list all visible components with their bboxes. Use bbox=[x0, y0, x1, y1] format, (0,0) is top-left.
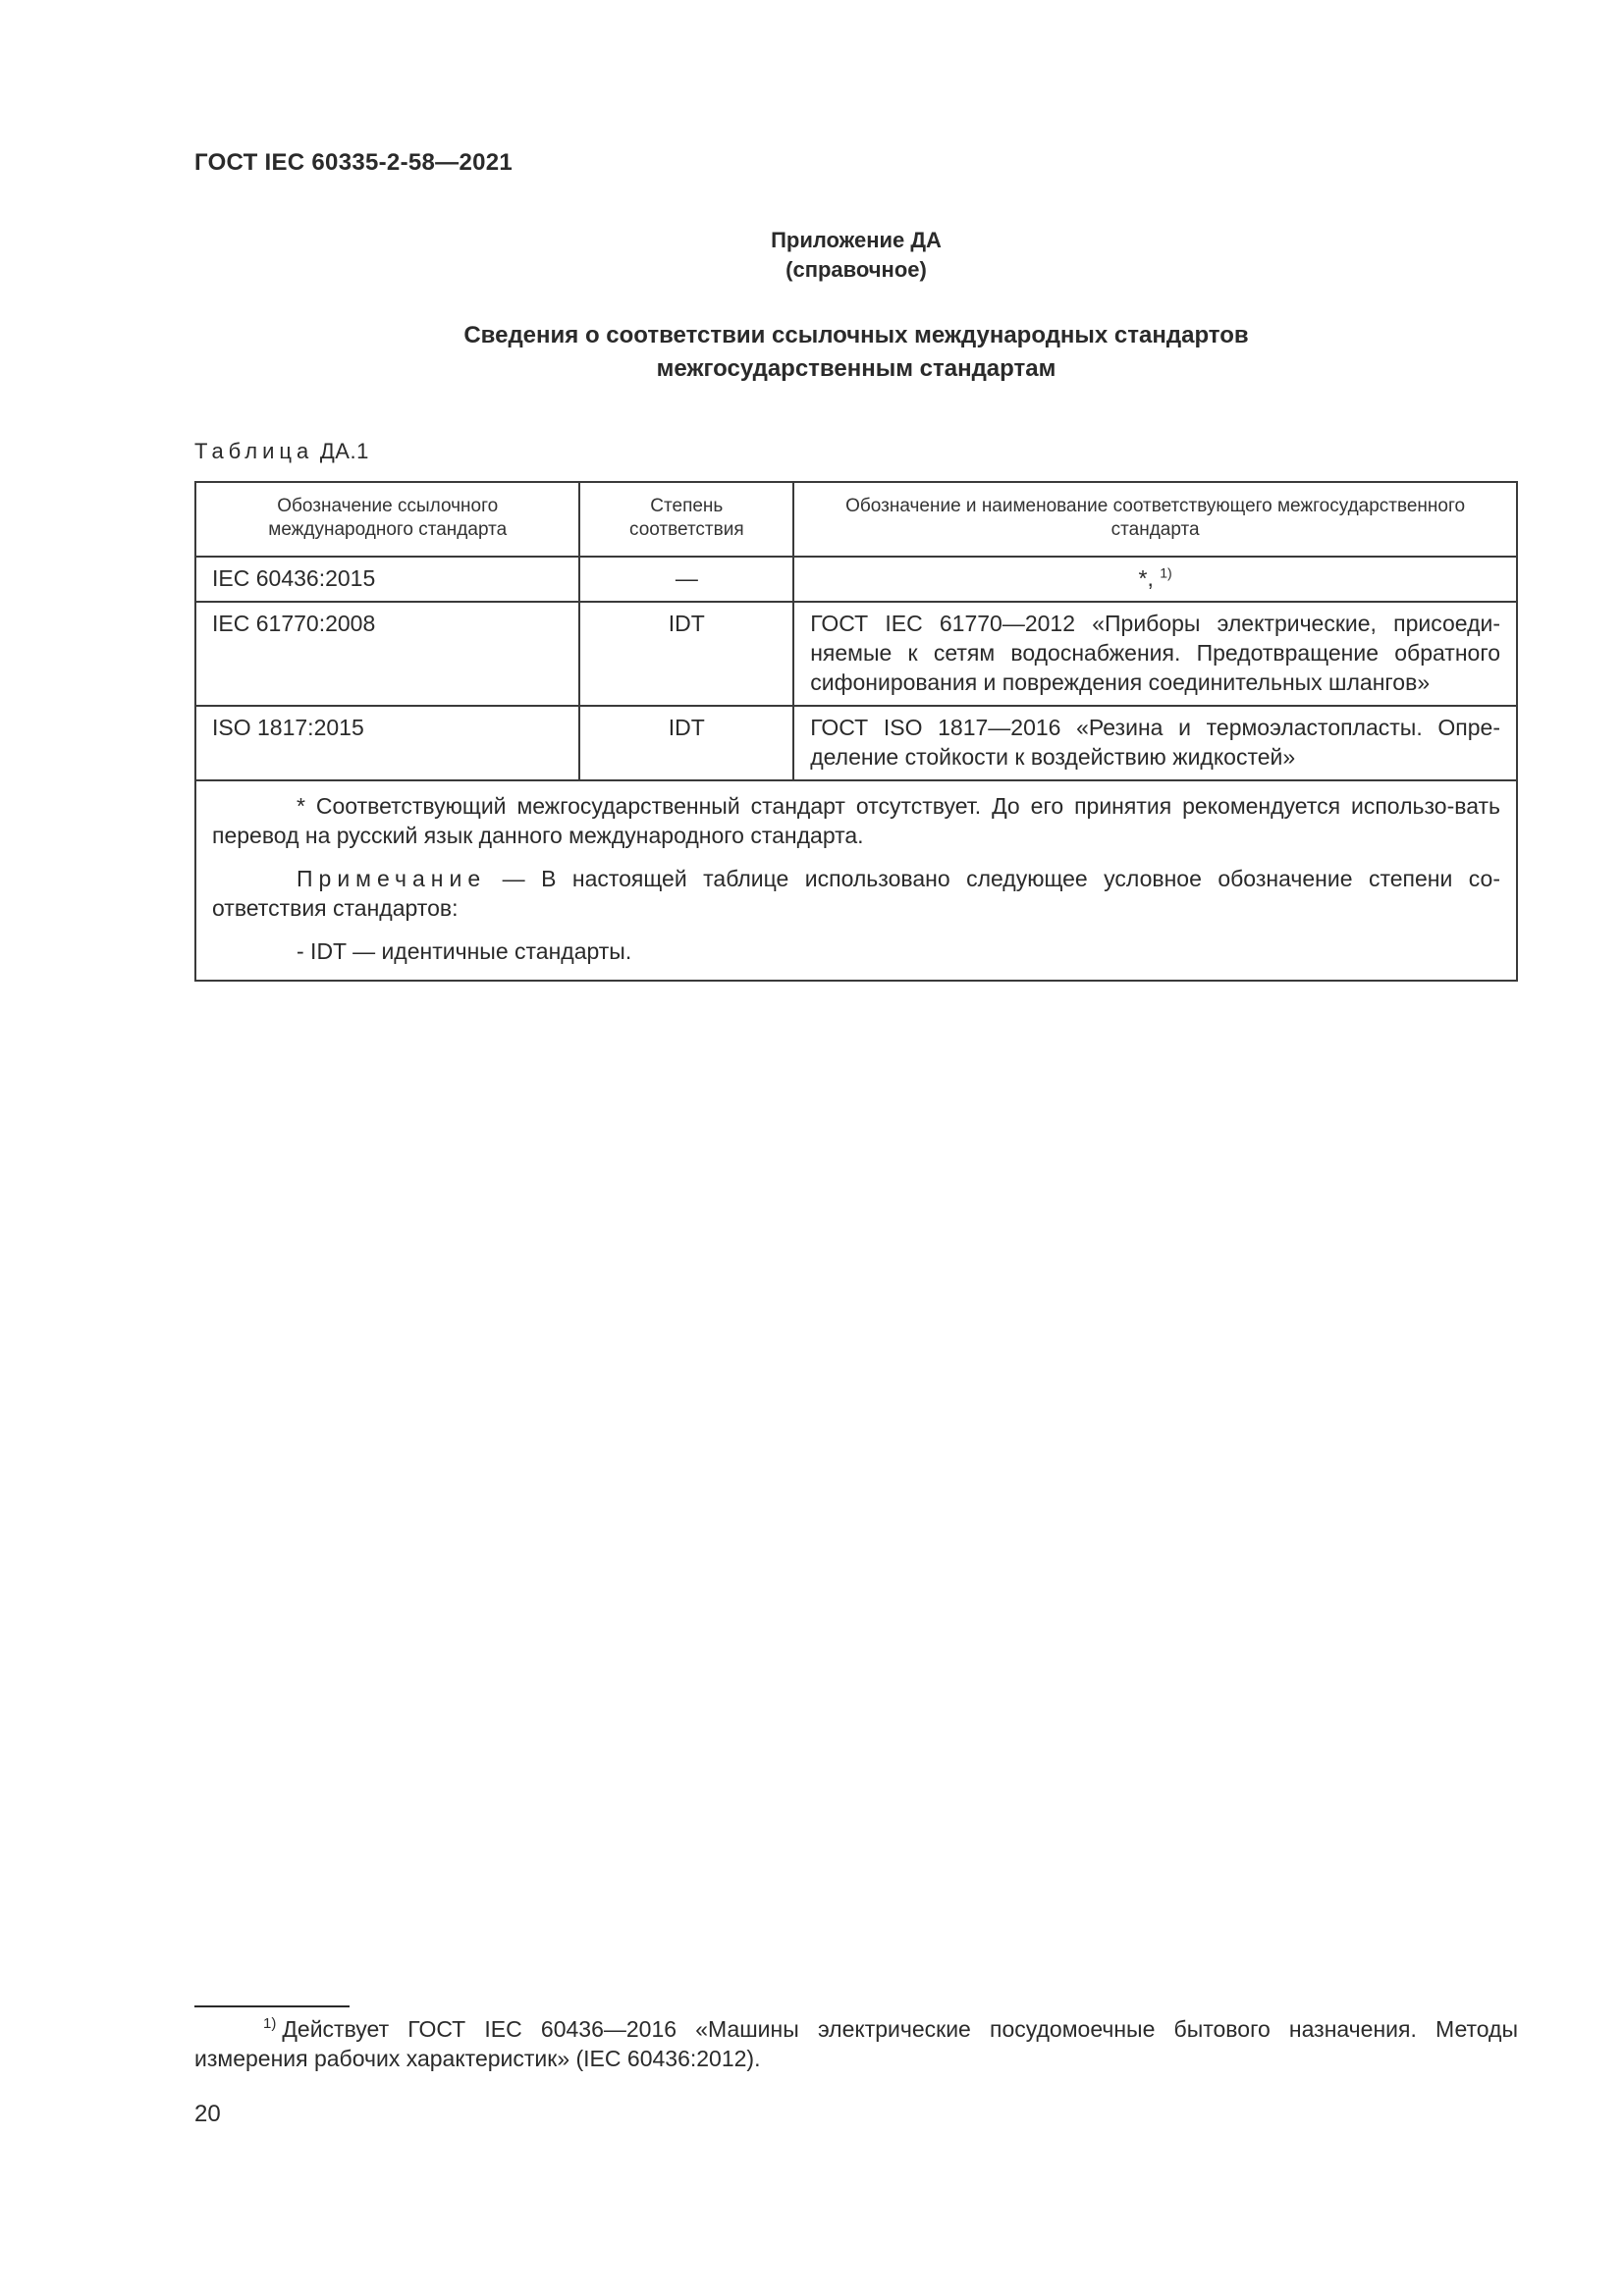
header-degree: Степень соответствия bbox=[579, 482, 793, 557]
cell-standard: ISO 1817:2015 bbox=[195, 706, 579, 780]
table-caption-number: ДА.1 bbox=[319, 439, 369, 463]
table-row bbox=[195, 602, 1517, 706]
footnote bbox=[194, 2014, 1518, 2073]
footnote-text: Действует ГОСТ IEC 60436—2016 «Машины электрические посудомоечные бытового назначения. Методы измерения рабочих характеристик» (IEC 60436:2012). bbox=[194, 2016, 1518, 2071]
section-title bbox=[0, 319, 1624, 386]
cell-national: ГОСТ IEC 61770—2012 «Приборы электрические, присоеди-няемые к сетям водоснабжения. Предотвращение обратного сифонирования и повреждения соединительных шлангов» bbox=[793, 602, 1517, 706]
note-label: Примечание bbox=[297, 866, 487, 891]
cell-degree: IDT bbox=[579, 706, 793, 780]
table-row bbox=[195, 557, 1517, 602]
asterisk-mark: *, bbox=[1138, 565, 1154, 591]
note-text: — В настоящей таблице использовано следующее условное обозначение степени со-ответствия стандартов: bbox=[212, 866, 1500, 921]
section-title-line1: Сведения о соответствии ссылочных международных стандартов bbox=[463, 322, 1249, 348]
table-note bbox=[212, 864, 1500, 923]
appendix-status: (справочное) bbox=[785, 257, 927, 282]
table-row bbox=[195, 706, 1517, 780]
cell-standard: IEC 60436:2015 bbox=[195, 557, 579, 602]
reference-standards-table bbox=[194, 481, 1518, 982]
cell-national bbox=[793, 557, 1517, 602]
table-footer-row bbox=[195, 780, 1517, 981]
header-national-standard: Обозначение и наименование соответствующего межгосударственного стандарта bbox=[793, 482, 1517, 557]
cell-degree: — bbox=[579, 557, 793, 602]
table-caption-word: Таблица bbox=[194, 439, 314, 463]
appendix-heading bbox=[0, 226, 1624, 285]
asterisk-note: * Соответствующий межгосударственный стандарт отсутствует. До его принятия рекомендуется использо-вать перевод на русский язык данного международного стандарта. bbox=[212, 793, 1500, 848]
document-code: ГОСТ IEC 60335-2-58—2021 bbox=[194, 149, 514, 176]
table-caption bbox=[194, 439, 369, 464]
footnote-divider bbox=[194, 2005, 350, 2007]
header-international-standard: Обозначение ссылочного международного стандарта bbox=[195, 482, 579, 557]
legend-item: - IDT — идентичные стандарты. bbox=[297, 938, 632, 964]
table-header-row bbox=[195, 482, 1517, 557]
appendix-title: Приложение ДА bbox=[771, 228, 942, 252]
footnote-mark: 1) bbox=[263, 2015, 277, 2033]
cell-degree: IDT bbox=[579, 602, 793, 706]
footnote-ref: 1) bbox=[1160, 564, 1172, 581]
cell-national: ГОСТ ISO 1817—2016 «Резина и термоэластопласты. Опре-деление стойкости к воздействию жидкостей» bbox=[793, 706, 1517, 780]
page-number: 20 bbox=[194, 2101, 221, 2127]
section-title-line2: межгосударственным стандартам bbox=[656, 355, 1056, 382]
table-footer bbox=[195, 780, 1517, 981]
cell-standard: IEC 61770:2008 bbox=[195, 602, 579, 706]
